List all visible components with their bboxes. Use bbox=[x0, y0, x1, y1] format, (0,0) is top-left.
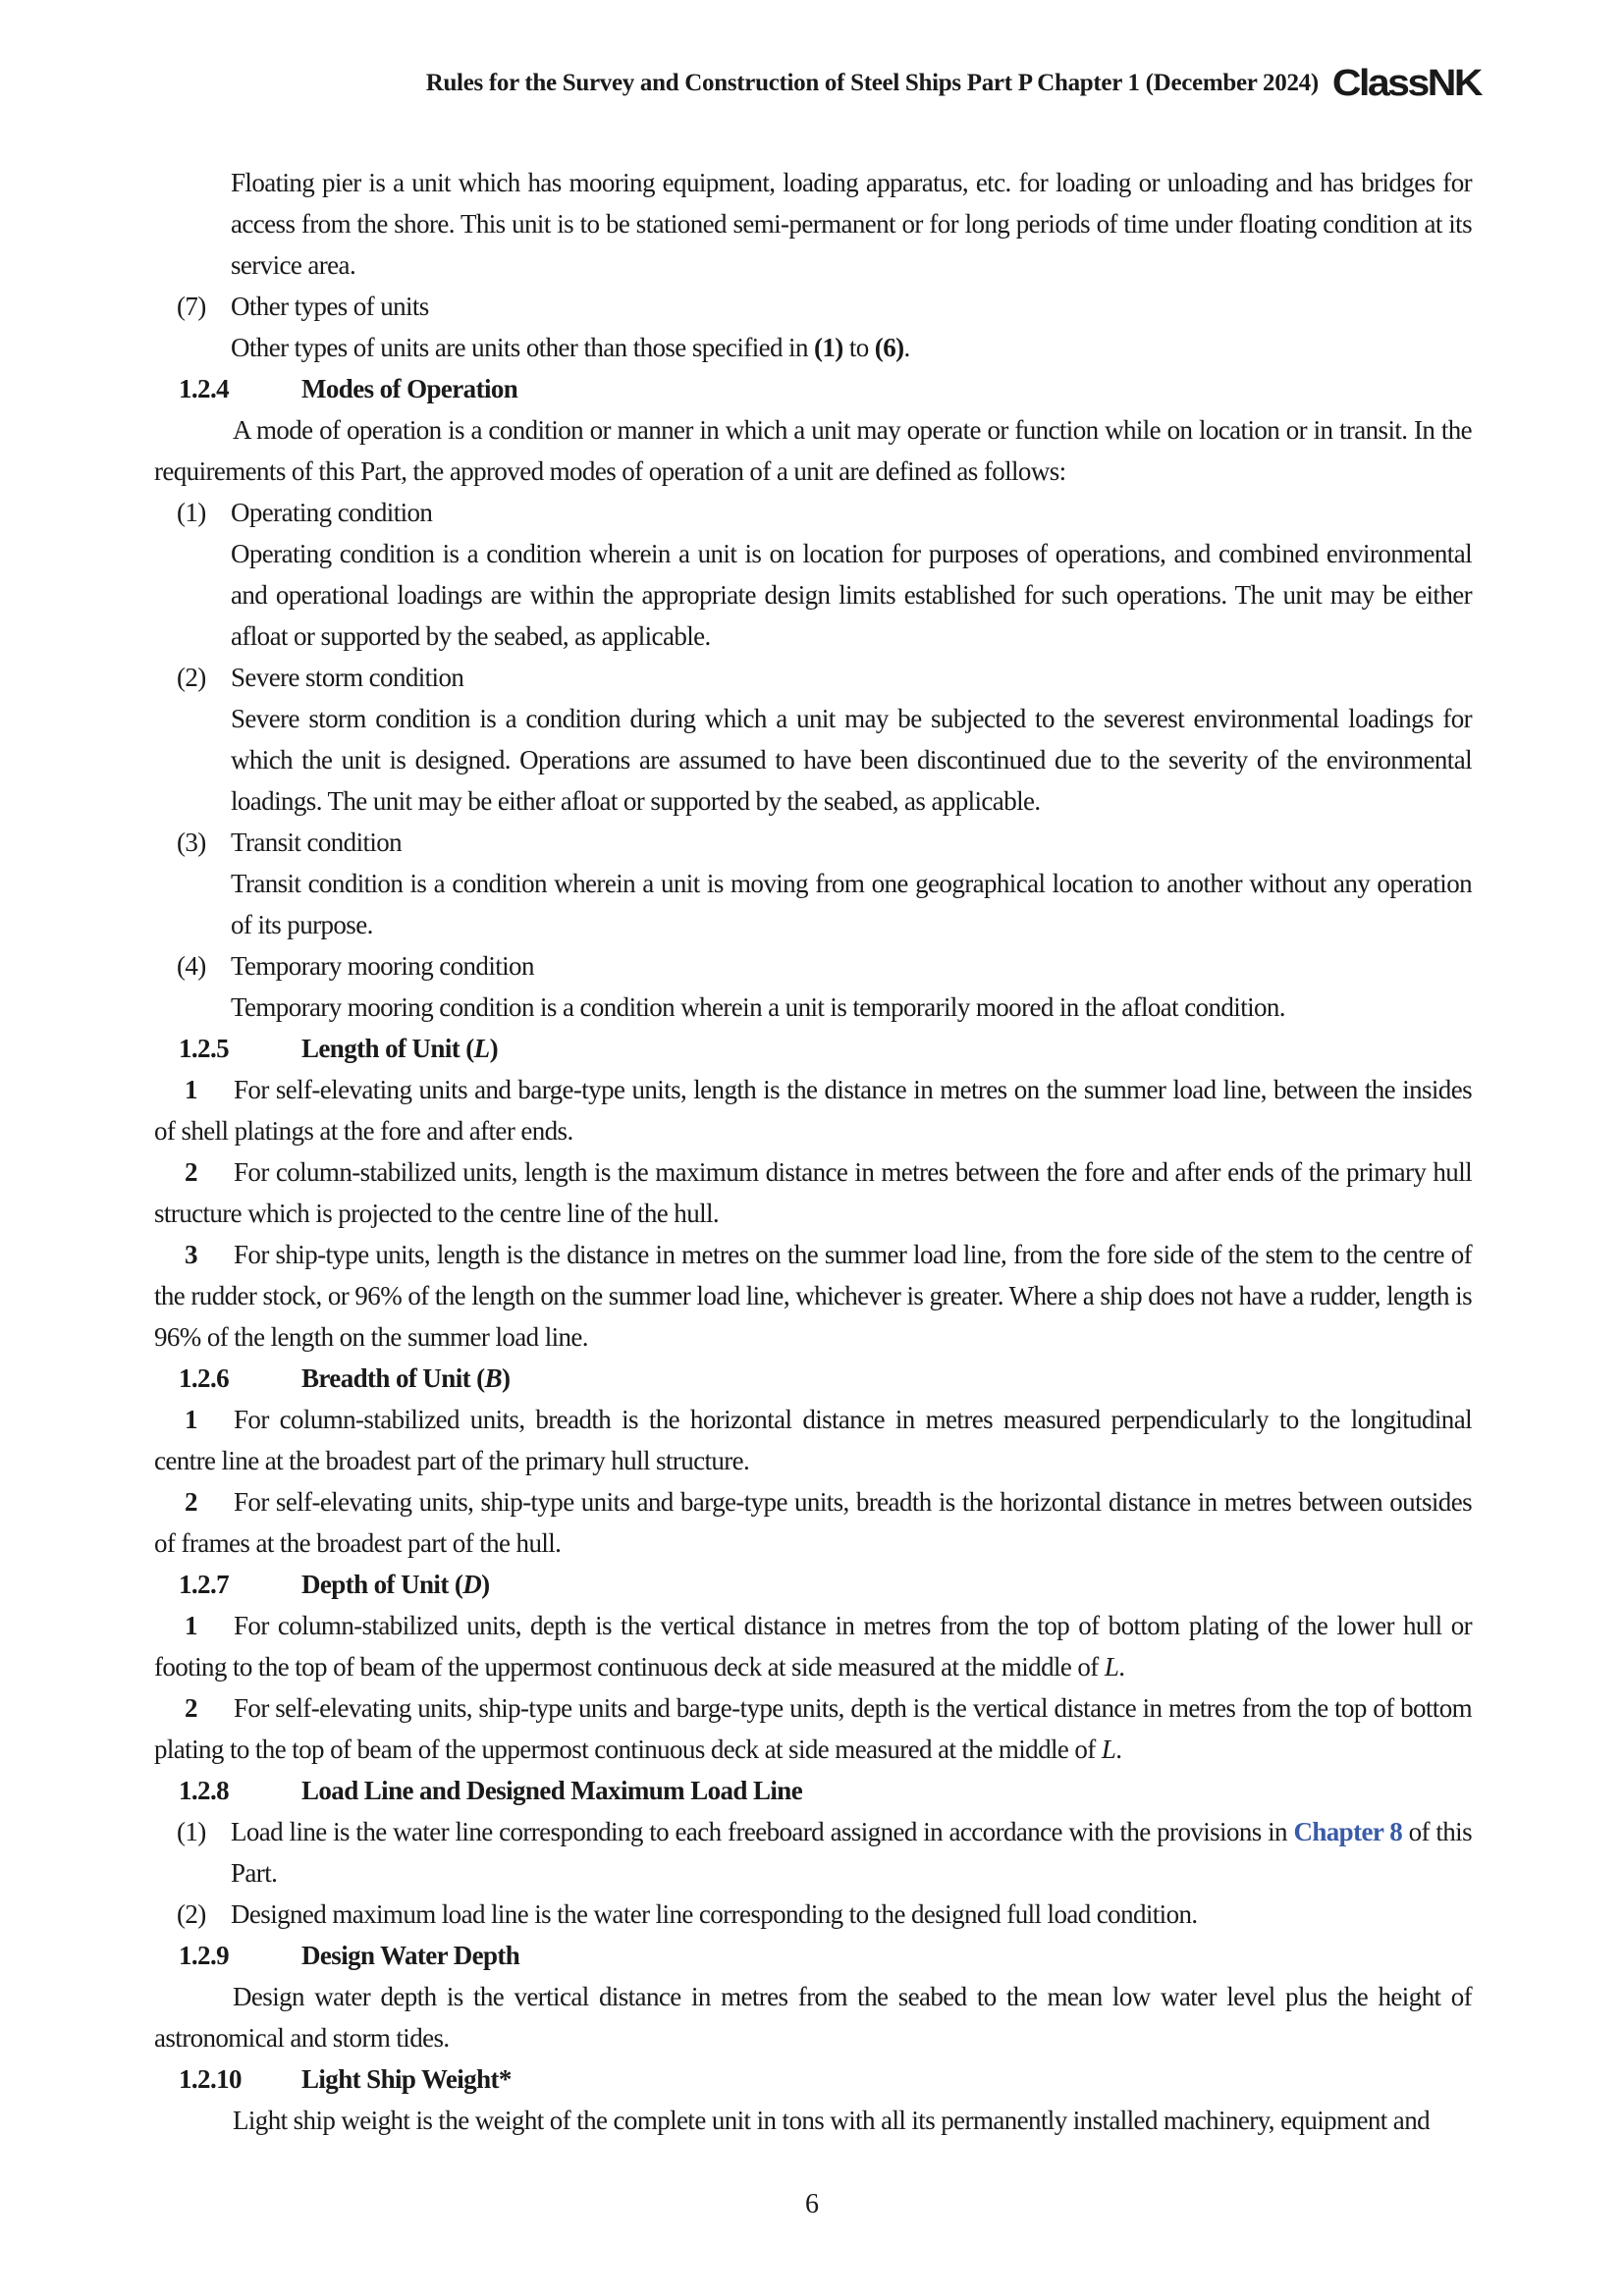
text-run: L bbox=[1101, 1735, 1116, 1764]
section-title bbox=[301, 1570, 490, 1599]
text-run: For ship-type units, length is the distance in metres on the summer load line, from the fore side of the stem to the centre of the rudder stock, or 96% of the length on the summer load line, whichever is greater. Where a ship does not have a rudder, length is 96% of the length on the summer load line. bbox=[154, 1240, 1472, 1352]
text-run: B bbox=[484, 1363, 502, 1393]
list-item-marker: (1) bbox=[177, 498, 206, 527]
section-title bbox=[301, 2064, 512, 2094]
paragraph-number: 3 bbox=[185, 1240, 197, 1269]
text-run: Light ship weight is the weight of the complete unit in tons with all its permanently installed machinery, equipment and bbox=[233, 2106, 1430, 2135]
paragraph bbox=[154, 1976, 1472, 2058]
section-heading bbox=[154, 2058, 1472, 2100]
numbered-paragraph bbox=[154, 1069, 1472, 1151]
text-run: Load line is the water line corresponding to each freeboard assigned in accordance with the provisions in bbox=[231, 1817, 1294, 1846]
document-header-title: Rules for the Survey and Construction of Steel Ships Part P Chapter 1 (December 2024) bbox=[425, 69, 1319, 96]
paragraph bbox=[154, 2100, 1472, 2141]
text-run: Operating condition is a condition wherein a unit is on location for purposes of operations, and combined environmental and operational loadings are within the appropriate design limits established for such operations. The unit may be either afloat or supported by the seabed, as applicable. bbox=[231, 539, 1472, 651]
list-item-text bbox=[231, 492, 1472, 533]
paragraph-number: 1 bbox=[185, 1405, 197, 1434]
list-item bbox=[177, 1811, 1472, 1894]
text-run: Modes of Operation bbox=[301, 374, 518, 403]
text-run: L bbox=[473, 1034, 490, 1063]
list-item-text bbox=[231, 657, 1472, 698]
list-item-body bbox=[231, 987, 1472, 1028]
list-item-marker: (2) bbox=[177, 1899, 206, 1929]
text-run: For self-elevating units, ship-type units and barge-type units, breadth is the horizontal distance in metres between outsides of frames at the broadest part of the hull. bbox=[154, 1487, 1472, 1558]
section-heading bbox=[154, 1358, 1472, 1399]
text-run: Load Line and Designed Maximum Load Line bbox=[301, 1776, 803, 1805]
list-item bbox=[177, 822, 1472, 863]
text-run: Depth of Unit ( bbox=[301, 1570, 463, 1599]
text-run: For column-stabilized units, length is the maximum distance in metres between the fore and after ends of the primary hull structure which is projected to the centre line of the hull. bbox=[154, 1157, 1472, 1228]
text-run: Floating pier is a unit which has mooring equipment, loading apparatus, etc. for loading or unloading and has bridges for access from the shore. This unit is to be stationed semi-permanent or for long periods of time under floating condition at its service area. bbox=[231, 168, 1472, 280]
text-run: For self-elevating units, ship-type units and barge-type units, depth is the vertical distance in metres from the top of bottom plating to the top of beam of the uppermost continuous deck at side measured at the middle of bbox=[154, 1693, 1472, 1764]
text-run: Severe storm condition is a condition during which a unit may be subjected to the severest environmental loadings for which the unit is designed. Operations are assumed to have been discontinued due to the severity of the environmental loadings. The unit may be either afloat or supported by the seabed, as applicable. bbox=[231, 704, 1472, 816]
list-item-body bbox=[231, 533, 1472, 657]
section-heading bbox=[154, 1564, 1472, 1605]
section-title bbox=[301, 374, 517, 403]
text-run: (6) bbox=[874, 333, 904, 362]
text-run: Temporary mooring condition bbox=[231, 951, 534, 981]
numbered-paragraph bbox=[154, 1481, 1472, 1564]
text-run: Severe storm condition bbox=[231, 663, 464, 692]
text-run: Operating condition bbox=[231, 498, 433, 527]
text-run: Light Ship Weight* bbox=[301, 2064, 512, 2094]
section-heading bbox=[154, 368, 1472, 409]
list-item bbox=[177, 945, 1472, 987]
list-item-marker: (3) bbox=[177, 828, 206, 857]
numbered-paragraph bbox=[154, 1399, 1472, 1481]
text-run: (1) bbox=[814, 333, 843, 362]
list-item bbox=[177, 286, 1472, 327]
section-title bbox=[301, 1363, 510, 1393]
text-run: ) bbox=[501, 1363, 511, 1393]
list-item bbox=[177, 1894, 1472, 1935]
list-item-body bbox=[231, 698, 1472, 822]
numbered-paragraph bbox=[154, 1234, 1472, 1358]
text-run: . bbox=[1115, 1735, 1122, 1764]
section-title bbox=[301, 1034, 498, 1063]
list-item-text bbox=[231, 822, 1472, 863]
list-item-text bbox=[231, 1894, 1472, 1935]
text-run: D bbox=[462, 1570, 482, 1599]
text-run: Transit condition is a condition wherein a unit is moving from one geographical location to another without any operation of its purpose. bbox=[231, 869, 1472, 939]
classnk-logo: ClassNK bbox=[1331, 61, 1481, 104]
list-item-marker: (7) bbox=[177, 292, 206, 321]
page-header bbox=[154, 63, 1481, 103]
list-item-text bbox=[231, 1811, 1472, 1894]
text-run: Other types of units are units other than those specified in bbox=[231, 333, 814, 362]
paragraph-number: 2 bbox=[185, 1693, 197, 1723]
text-run: For self-elevating units and barge-type units, length is the distance in metres on the summer load line, between the insides of shell platings at the fore and after ends. bbox=[154, 1075, 1472, 1146]
list-item-body bbox=[231, 162, 1472, 286]
paragraph-number: 1 bbox=[185, 1611, 197, 1640]
list-item-marker: (2) bbox=[177, 663, 206, 692]
text-run: to bbox=[842, 333, 875, 362]
section-number: 1.2.7 bbox=[179, 1570, 230, 1599]
text-run: Other types of units bbox=[231, 292, 429, 321]
text-run: of this Part. bbox=[231, 1817, 1472, 1888]
section-number: 1.2.6 bbox=[179, 1363, 230, 1393]
list-item-body bbox=[231, 327, 1472, 368]
section-heading bbox=[154, 1770, 1472, 1811]
text-run: . bbox=[1118, 1652, 1125, 1682]
chapter-8-link[interactable]: Chapter 8 bbox=[1293, 1817, 1403, 1846]
section-number: 1.2.10 bbox=[179, 2064, 242, 2094]
paragraph bbox=[154, 409, 1472, 492]
section-heading bbox=[154, 1028, 1472, 1069]
list-item-marker: (4) bbox=[177, 951, 206, 981]
section-heading bbox=[154, 1935, 1472, 1976]
text-run: Temporary mooring condition is a condition wherein a unit is temporarily moored in the afloat condition. bbox=[231, 992, 1285, 1022]
document-body bbox=[154, 162, 1472, 2141]
list-item-text bbox=[231, 945, 1472, 987]
text-run: Design water depth is the vertical distance in metres from the seabed to the mean low water level plus the height of astronomical and storm tides. bbox=[154, 1982, 1472, 2053]
list-item-marker: (1) bbox=[177, 1817, 206, 1846]
numbered-paragraph bbox=[154, 1151, 1472, 1234]
page-number: 6 bbox=[805, 2189, 819, 2219]
text-run: For column-stabilized units, depth is the vertical distance in metres from the top of bottom plating of the lower hull or footing to the top of beam of the uppermost continuous deck at side measured at the middle of bbox=[154, 1611, 1472, 1682]
text-run: ) bbox=[489, 1034, 498, 1063]
section-number: 1.2.5 bbox=[179, 1034, 230, 1063]
numbered-paragraph bbox=[154, 1687, 1472, 1770]
paragraph-number: 2 bbox=[185, 1487, 197, 1517]
text-run: Designed maximum load line is the water line corresponding to the designed full load condition. bbox=[231, 1899, 1198, 1929]
text-run: L bbox=[1104, 1652, 1119, 1682]
section-number: 1.2.8 bbox=[179, 1776, 230, 1805]
text-run: Breadth of Unit ( bbox=[301, 1363, 485, 1393]
text-run: Transit condition bbox=[231, 828, 403, 857]
list-item bbox=[177, 492, 1472, 533]
list-item-text bbox=[231, 286, 1472, 327]
section-number: 1.2.4 bbox=[179, 374, 230, 403]
paragraph-number: 1 bbox=[185, 1075, 197, 1104]
list-item-body bbox=[231, 863, 1472, 945]
list-item bbox=[177, 657, 1472, 698]
section-title bbox=[301, 1776, 802, 1805]
text-run: . bbox=[903, 333, 910, 362]
text-run: Length of Unit ( bbox=[301, 1034, 474, 1063]
text-run: For column-stabilized units, breadth is the horizontal distance in metres measured perpendicularly to the longitudinal centre line at the broadest part of the primary hull structure. bbox=[154, 1405, 1472, 1475]
paragraph-number: 2 bbox=[185, 1157, 197, 1187]
section-number: 1.2.9 bbox=[179, 1941, 230, 1970]
section-title bbox=[301, 1941, 519, 1970]
text-run: ) bbox=[481, 1570, 490, 1599]
text-run: A mode of operation is a condition or manner in which a unit may operate or function while on location or in transit. In the requirements of this Part, the approved modes of operation of a unit are defined as follows: bbox=[154, 415, 1472, 486]
text-run: Design Water Depth bbox=[301, 1941, 520, 1970]
numbered-paragraph bbox=[154, 1605, 1472, 1687]
